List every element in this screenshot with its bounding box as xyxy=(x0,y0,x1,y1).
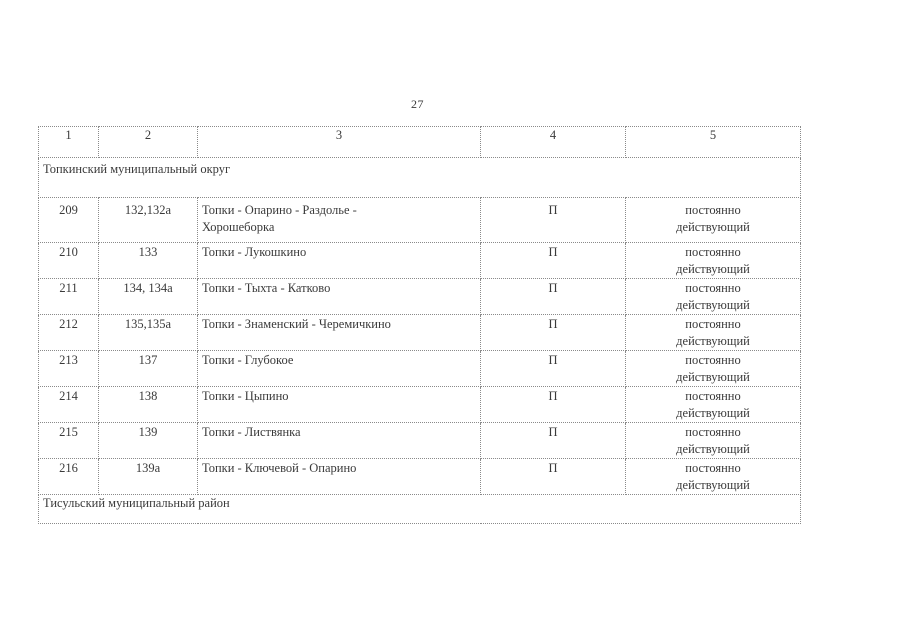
table-row xyxy=(39,351,801,387)
row-number: 216 xyxy=(39,459,99,495)
page-number: 27 xyxy=(411,97,424,111)
column-header-3: 3 xyxy=(198,127,481,158)
route-mode-line-1: постоянно xyxy=(685,245,741,259)
section-title: Топкинский муниципальный округ xyxy=(39,158,801,198)
row-number: 210 xyxy=(39,243,99,279)
route-mode-line-2: действующий xyxy=(676,334,750,348)
route-kind: П xyxy=(481,459,626,495)
table-row xyxy=(39,279,801,315)
route-mode-line-1: постоянно xyxy=(685,389,741,403)
route-number: 134, 134а xyxy=(99,279,198,315)
route-kind: П xyxy=(481,351,626,387)
route-kind: П xyxy=(481,243,626,279)
route-name xyxy=(198,198,481,243)
route-name: Топки - Знаменский - Черемичкино xyxy=(198,315,481,351)
route-mode-line-2: действующий xyxy=(676,298,750,312)
route-mode-line-2: действующий xyxy=(676,442,750,456)
route-mode-line-2: действующий xyxy=(676,370,750,384)
route-mode-line-2: действующий xyxy=(676,220,750,234)
route-name-line-1: Топки - Опарино - Раздолье - xyxy=(202,203,357,217)
route-kind: П xyxy=(481,198,626,243)
row-number: 214 xyxy=(39,387,99,423)
route-mode-line-2: действующий xyxy=(676,478,750,492)
route-name: Топки - Глубокое xyxy=(198,351,481,387)
row-number: 209 xyxy=(39,198,99,243)
route-mode-line-2: действующий xyxy=(676,262,750,276)
table-row xyxy=(39,315,801,351)
table-row xyxy=(39,387,801,423)
route-kind: П xyxy=(481,423,626,459)
route-mode xyxy=(626,243,801,279)
table-row xyxy=(39,198,801,243)
route-mode-line-1: постоянно xyxy=(685,461,741,475)
route-name: Топки - Лукошкино xyxy=(198,243,481,279)
route-name: Топки - Тыхта - Катково xyxy=(198,279,481,315)
row-number: 212 xyxy=(39,315,99,351)
section-row xyxy=(39,495,801,524)
route-name: Топки - Ключевой - Опарино xyxy=(198,459,481,495)
route-mode-line-1: постоянно xyxy=(685,317,741,331)
route-name: Топки - Листвянка xyxy=(198,423,481,459)
route-mode xyxy=(626,279,801,315)
route-mode xyxy=(626,351,801,387)
route-mode xyxy=(626,423,801,459)
route-number: 132,132а xyxy=(99,198,198,243)
route-mode-line-1: постоянно xyxy=(685,353,741,367)
row-number: 213 xyxy=(39,351,99,387)
route-number: 137 xyxy=(99,351,198,387)
route-number: 139 xyxy=(99,423,198,459)
route-mode-line-1: постоянно xyxy=(685,203,741,217)
route-mode-line-2: действующий xyxy=(676,406,750,420)
column-header-4: 4 xyxy=(481,127,626,158)
route-kind: П xyxy=(481,279,626,315)
route-mode xyxy=(626,387,801,423)
route-number: 135,135а xyxy=(99,315,198,351)
routes-table xyxy=(38,126,801,524)
column-header-2: 2 xyxy=(99,127,198,158)
route-number: 139а xyxy=(99,459,198,495)
route-mode-line-1: постоянно xyxy=(685,281,741,295)
route-name: Топки - Цыпино xyxy=(198,387,481,423)
route-mode xyxy=(626,198,801,243)
table-row xyxy=(39,243,801,279)
route-mode xyxy=(626,315,801,351)
column-header-5: 5 xyxy=(626,127,801,158)
route-number: 133 xyxy=(99,243,198,279)
section-title: Тисульский муниципальный район xyxy=(39,495,801,524)
section-row xyxy=(39,158,801,198)
route-mode-line-1: постоянно xyxy=(685,425,741,439)
route-name-line-2: Хорошеборка xyxy=(202,220,275,234)
row-number: 211 xyxy=(39,279,99,315)
column-number-row xyxy=(39,127,801,158)
column-header-1: 1 xyxy=(39,127,99,158)
table-row xyxy=(39,423,801,459)
route-kind: П xyxy=(481,315,626,351)
route-kind: П xyxy=(481,387,626,423)
row-number: 215 xyxy=(39,423,99,459)
route-mode xyxy=(626,459,801,495)
table-row xyxy=(39,459,801,495)
route-number: 138 xyxy=(99,387,198,423)
